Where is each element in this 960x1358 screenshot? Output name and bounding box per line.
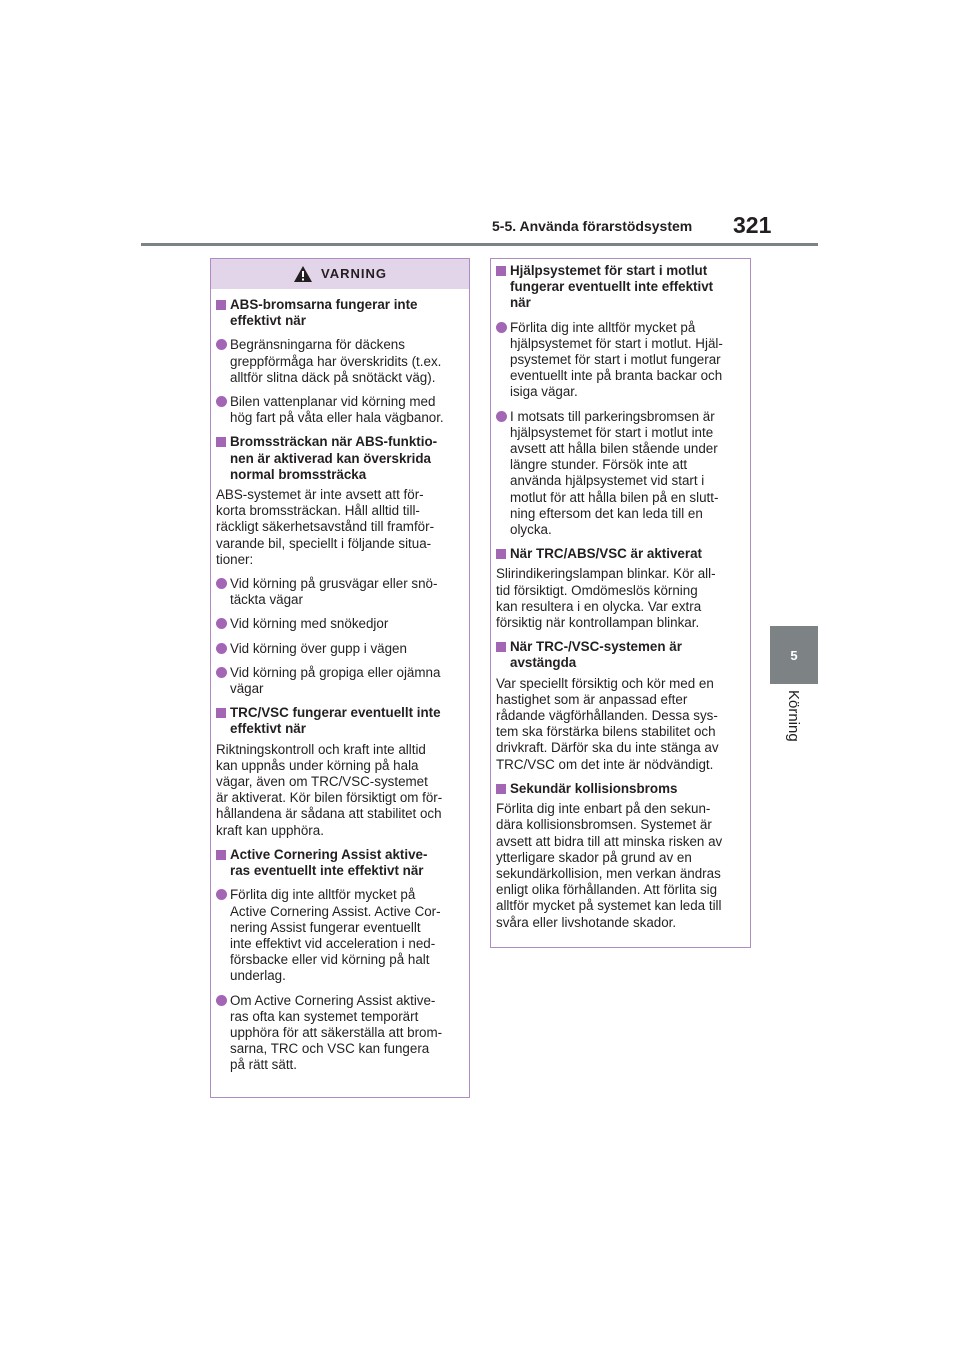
round-bullet-icon	[216, 396, 227, 407]
text: Vid körning över gupp i vägen	[230, 640, 407, 656]
page-number: 321	[733, 212, 772, 238]
warning-box-right	[490, 258, 751, 948]
left-column-content	[211, 297, 469, 1074]
bullet-item	[216, 641, 464, 657]
text: Slirindikeringslampan blinkar. Kör all- tid försiktigt. Omdömeslös körning kan resultera i en olycka. Var extra försiktig när kontrollampan blinkar.	[496, 566, 716, 631]
warning-header	[211, 259, 469, 289]
text: Vid körning på grusvägar eller snö- täckta vägar	[230, 576, 438, 608]
round-bullet-icon	[216, 667, 227, 678]
paragraph	[496, 566, 745, 631]
square-bullet-icon	[216, 850, 226, 860]
text: TRC/VSC fungerar eventuellt inte effektivt när	[230, 705, 441, 737]
round-bullet-icon	[496, 411, 507, 422]
text: Bromssträckan när ABS-funktio- nen är aktiverad kan överskrida normal bromssträcka	[230, 434, 438, 482]
square-bullet-icon	[216, 437, 226, 447]
text: Active Cornering Assist aktive- ras eventuellt inte effektivt när	[230, 846, 428, 879]
section-title: 5-5. Använda förarstödsystem	[492, 218, 693, 234]
text: Förlita dig inte alltför mycket på hjälpsystemet för start i motlut. Hjäl- psystemet för start i motlut fungerar eventuellt inte på branta backar och isiga vägar.	[510, 319, 723, 400]
header-rule	[141, 243, 818, 246]
square-bullet-icon	[496, 642, 506, 652]
round-bullet-icon	[216, 578, 227, 589]
text: Förlita dig inte alltför mycket på Active Cornering Assist. Active Cor- nering Assist fungerar eventuellt inte effektivt vid acceleration i ned- försbacke eller vid körning på halt underlag.	[230, 887, 441, 984]
bullet-item	[216, 337, 464, 386]
text: Begränsningarna för däckens greppförmåga har överskridits (t.ex. alltför slitna däck på snötäckt väg).	[230, 337, 442, 385]
section-heading	[216, 705, 464, 737]
chapter-tab[interactable]	[770, 626, 818, 684]
round-bullet-icon	[216, 643, 227, 654]
bullet-item	[216, 616, 464, 632]
square-bullet-icon	[496, 784, 506, 794]
right-column-content	[491, 259, 750, 931]
square-bullet-icon	[496, 266, 506, 276]
square-bullet-icon	[496, 549, 506, 559]
warning-label: VARNING	[321, 265, 387, 281]
paragraph	[216, 742, 464, 839]
round-bullet-icon	[496, 322, 507, 333]
section-heading	[496, 263, 745, 312]
section-heading	[216, 847, 464, 879]
text: När TRC/ABS/VSC är aktiverat	[510, 546, 703, 562]
warning-triangle-icon	[293, 265, 313, 283]
section-heading	[216, 434, 464, 483]
paragraph	[496, 676, 745, 773]
round-bullet-icon	[216, 339, 227, 350]
bullet-item	[496, 409, 745, 539]
square-bullet-icon	[216, 300, 226, 310]
round-bullet-icon	[216, 889, 227, 900]
text: Vid körning med snökedjor	[230, 616, 389, 632]
section-heading	[496, 781, 745, 797]
bullet-item	[216, 993, 464, 1074]
text: Var speciellt försiktig och kör med en hastighet som är anpassad efter rådande vägförhållanden. Dessa sys- tem ska förstärka bilens stabilitet och drivkraft. Därför ska du inte stänga av TRC/VSC om det inte är nödvändigt.	[496, 675, 719, 772]
text: När TRC-/VSC-systemen är avstängda	[510, 639, 682, 671]
text: Förlita dig inte enbart på den sekun- dära kollisionsbromsen. Systemet är avsett att bidra till att minska risken av ytterligare skador på grund av en sekundärkollision, men verkan ändras enligt olika förhållanden. Att förlita sig alltför mycket på systemet kan leda till svåra eller livshotande skador.	[496, 801, 723, 930]
round-bullet-icon	[216, 618, 227, 629]
bullet-item	[216, 887, 464, 984]
text: ABS-systemet är inte avsett att för- korta bromssträckan. Håll alltid till- räckligt säkerhetsavstånd till framför- varande bil, speciellt i följande situa- tioner:	[216, 487, 435, 567]
text: Vid körning på gropiga eller ojämna vägar	[230, 664, 441, 697]
round-bullet-icon	[216, 995, 227, 1006]
section-heading	[496, 639, 745, 671]
bullet-item	[216, 394, 464, 426]
text: I motsats till parkeringsbromsen är hjälpsystemet för start i motlut inte avsett att hålla bilen stående under längre stunder. Försök inte att använda hjälpsystemet vid start i motlut för att hålla bilen på en slutt- ning eftersom det kan leda till en olycka.	[510, 408, 719, 538]
section-heading	[496, 546, 745, 562]
warning-box-left	[210, 258, 470, 1098]
chapter-tab-label: Körning	[785, 690, 802, 742]
text: Hjälpsystemet för start i motlut fungerar eventuellt inte effektivt när	[510, 263, 714, 311]
bullet-item	[216, 665, 464, 697]
chapter-tab-number: 5	[790, 647, 798, 663]
paragraph	[216, 487, 464, 568]
square-bullet-icon	[216, 708, 226, 718]
paragraph	[496, 801, 745, 931]
text: Bilen vattenplanar vid körning med hög fart på våta eller hala vägbanor.	[230, 394, 444, 426]
section-heading	[216, 297, 464, 329]
text: Sekundär kollisionsbroms	[510, 780, 678, 796]
bullet-item	[216, 576, 464, 608]
text: Om Active Cornering Assist aktive- ras ofta kan systemet temporärt upphöra för att säkerställa att brom- sarna, TRC och VSC kan fungera på rätt sätt.	[230, 992, 443, 1073]
text: ABS-bromsarna fungerar inte effektivt när	[230, 297, 418, 329]
bullet-item	[496, 320, 745, 401]
text: Riktningskontroll och kraft inte alltid kan uppnås under körning på hala vägar, även om TRC/VSC-systemet är aktiverat. Kör bilen försiktigt om för- hållandena är sådana att stabilitet och kraft kan upphöra.	[216, 741, 443, 838]
